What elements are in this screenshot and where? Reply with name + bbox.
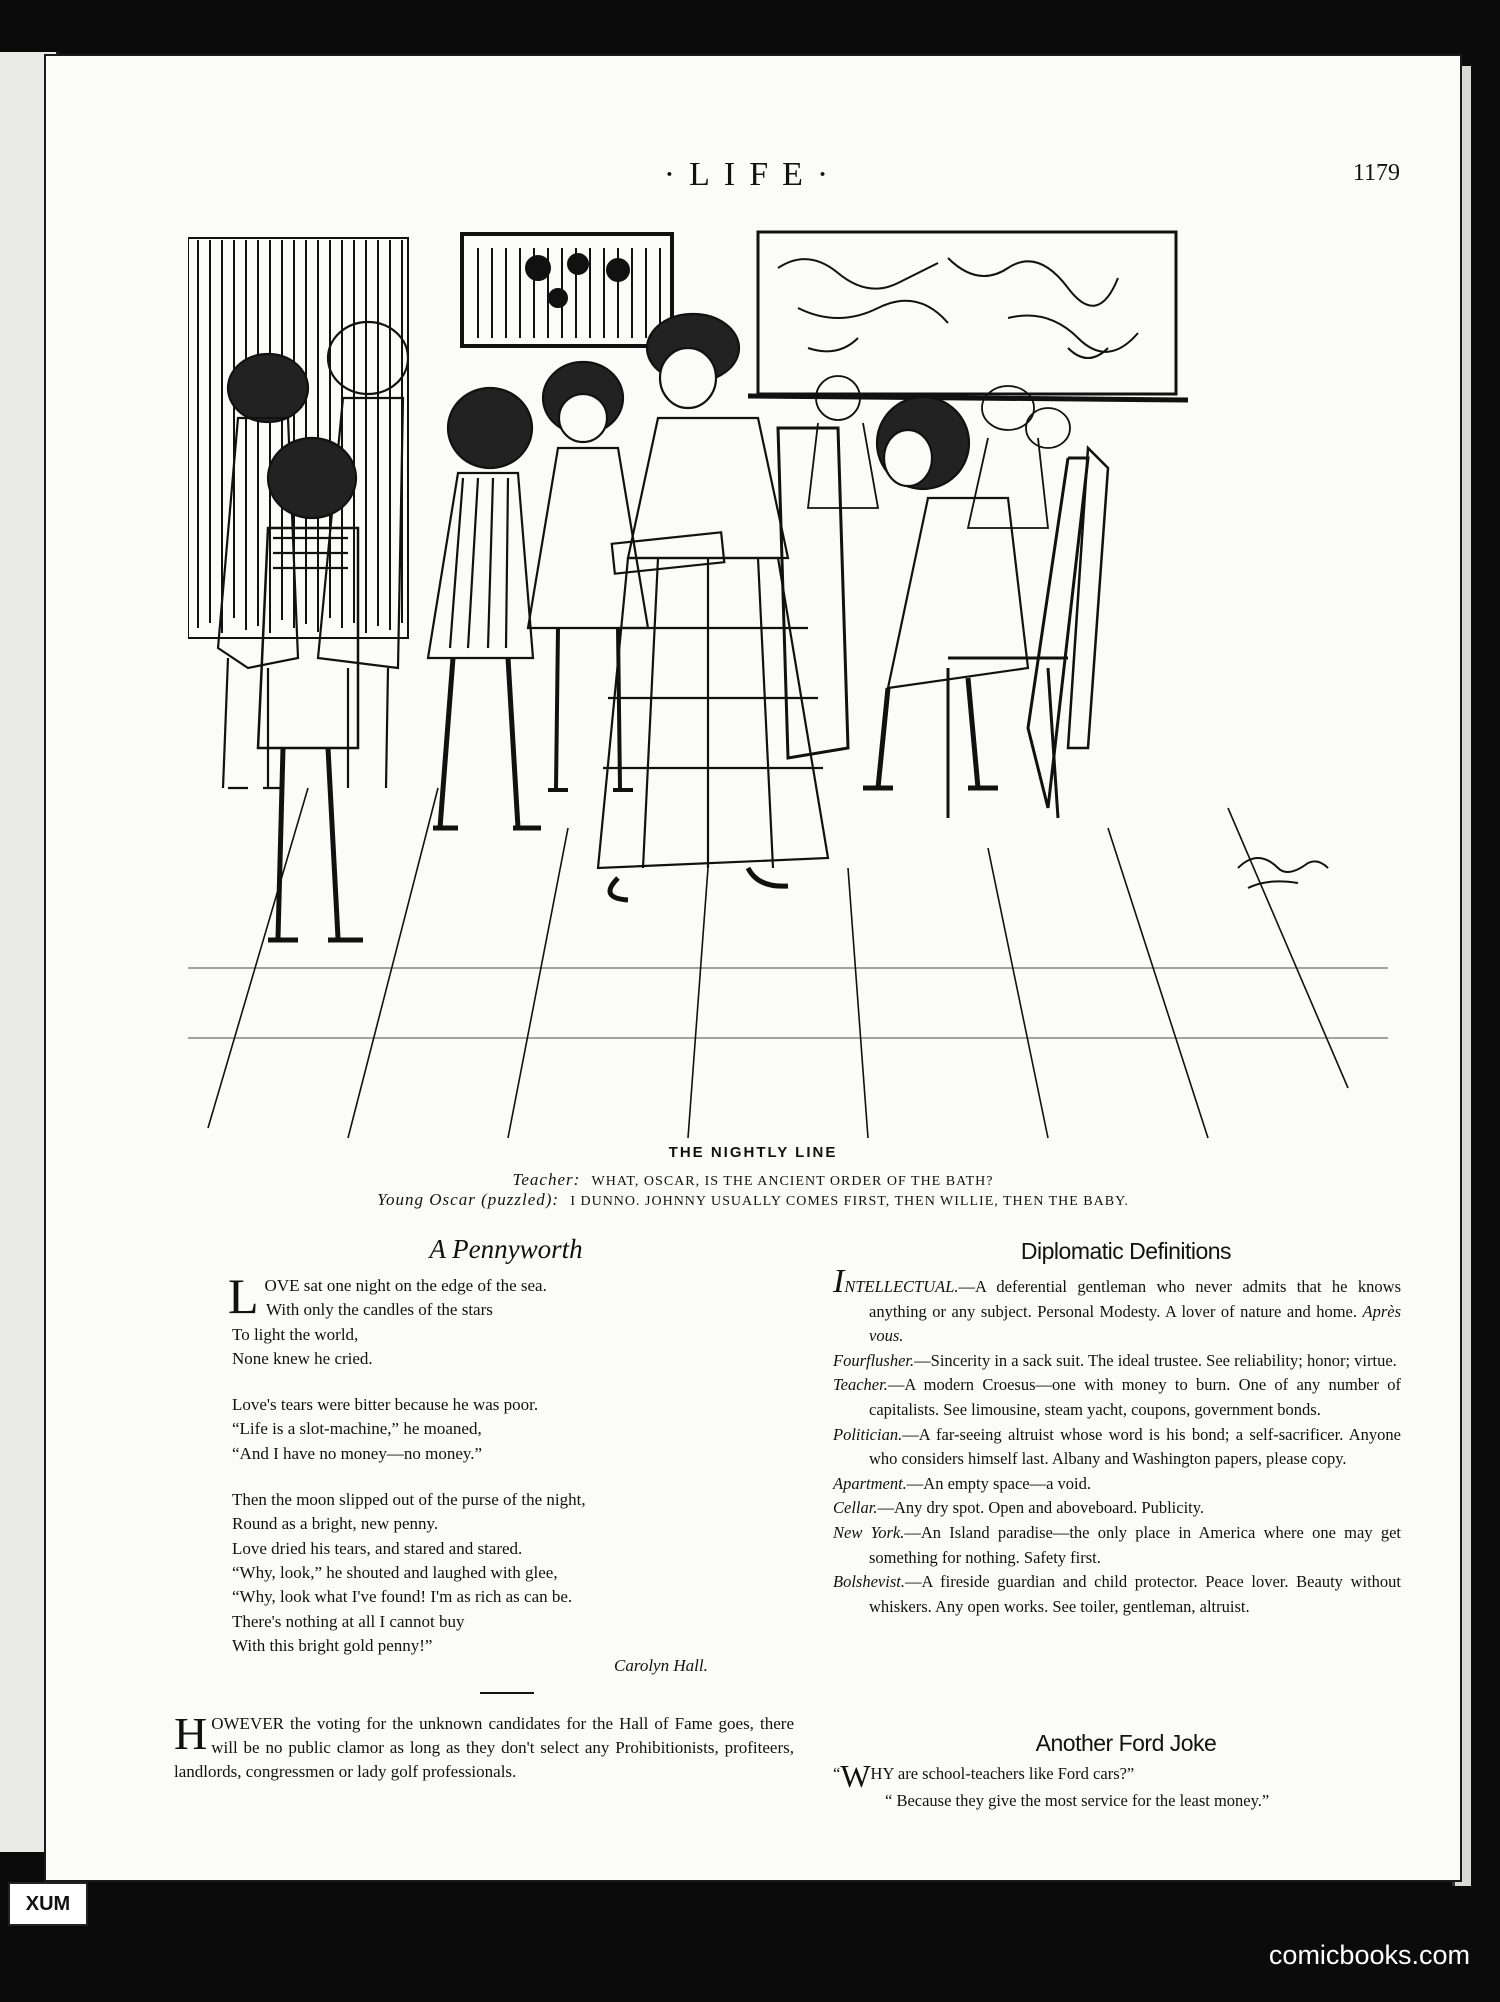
definition-term: New York. [833,1522,905,1542]
definition-item [833,1349,1401,1374]
poem-line: Love dried his tears, and stared and stared. [232,1538,523,1558]
poem-line: Round as a bright, new penny. [232,1514,439,1534]
dialog-text: WHAT, OSCAR, IS THE ANCIENT ORDER OF THE BATH? [591,1174,994,1189]
definition-text: —Sincerity in a sack suit. The ideal trustee. See reliability; honor; virtue. [914,1350,1397,1370]
poem-author: Carolyn Hall. [614,1656,708,1675]
definitions-title: Diplomatic Definitions [1020,1238,1232,1264]
xum-badge: XUM [8,1882,88,1926]
poem-stanza [232,1488,732,1658]
page-number: 1179 [1352,160,1400,186]
poem-title: A Pennyworth [429,1234,583,1264]
joke-answer: “ Because they give the most service for the least money.” [885,1790,1270,1810]
definition-text: —A deferential gentleman who never admits that he knows anything or any subject. Personal Modesty. A lover of nature and home. [869,1277,1401,1321]
drop-cap: L [228,1268,259,1324]
curtain-left [188,238,408,638]
teacher-figure [598,314,848,900]
drop-cap: I [833,1263,845,1300]
cartoon-caption-title: THE NIGHTLY LINE [668,1144,838,1161]
poem-line: “Life is a slot-machine,” he moaned, [232,1419,482,1439]
poem-line: OVE sat one night on the edge of the sea. [264,1276,547,1295]
definition-item [833,1423,1401,1472]
definition-item [833,1521,1401,1570]
definition-term: Bolshevist. [833,1572,905,1592]
poem-body [228,1268,732,1680]
children-group [218,322,648,940]
cartoon-illustration [188,228,1388,1148]
poem-stanza [232,1393,732,1466]
poem-line: To light the world, [232,1324,359,1344]
poem-line: With this bright gold penny!” [232,1635,433,1655]
magazine-title: ·LIFE· [663,156,843,193]
definition-term: Apartment. [833,1473,907,1493]
definition-text: —A fireside guardian and child protector. Peace lover. Beauty without whiskers. Any open works. See toiler, gentleman, altruist. [869,1572,1401,1616]
definitions-list [833,1263,1401,1619]
poem-line: Then the moon slipped out of the purse of the night, [232,1490,586,1510]
wall-picture [462,234,672,346]
definition-text-italic: Après vous. [869,1301,1401,1346]
drop-cap: H [174,1708,208,1759]
however-text: OWEVER the voting for the unknown candidates for the Hall of Fame goes, there will be no public clamor as long as they don't select any Prohibitionists, profiteers, landlords, congressmen or lady golf professionals. [174,1714,794,1782]
joke-body [833,1758,1401,1813]
poem-line: None knew he cried. [232,1348,373,1368]
floor-boards [188,788,1388,1138]
definition-term: Politician. [833,1424,903,1444]
definition-item [833,1472,1401,1497]
definition-text: —An empty space—a void. [906,1473,1092,1493]
poem-line: Love's tears were bitter because he was poor. [232,1395,539,1415]
section-divider [480,1692,534,1694]
wall-map [748,232,1188,400]
poem-line: “And I have no money—no money.” [232,1443,483,1463]
site-watermark: comicbooks.com [1268,1940,1470,1970]
joke-question: “WHY are school-teachers like Ford cars?” [833,1758,1135,1794]
joke-question-text: HY are school-teachers like Ford cars?” [870,1764,1135,1783]
definition-item [833,1570,1401,1619]
poem-line: “Why, look what I've found! I'm as rich as can be. [232,1587,573,1607]
definition-text: —Any dry spot. Open and aboveboard. Publicity. [877,1498,1205,1518]
definition-text: —A far-seeing altruist whose word is his bond; a self-sacrificer. Anyone who considers himself last. Albany and Washington papers, please copy. [869,1424,1401,1469]
definition-term: Cellar. [833,1498,878,1518]
definition-item [833,1373,1401,1422]
definition-term: Fourflusher. [833,1350,915,1370]
dialog-text: I DUNNO. JOHNNY USUALLY COMES FIRST, THEN WILLIE, THEN THE BABY. [570,1194,1129,1209]
dialog-speaker: Teacher: [512,1170,581,1189]
poem-stanza [228,1268,732,1371]
poem-line: “Why, look,” he shouted and laughed with glee, [232,1562,558,1582]
definition-term: NTELLECTUAL. [844,1277,959,1296]
poem-line: There's nothing at all I cannot buy [232,1611,465,1631]
joke-title: Another Ford Joke [1035,1730,1217,1756]
cartoon-dialog-line [46,1190,1460,1210]
definition-item [833,1496,1401,1521]
cartoon-dialog-line [46,1170,1460,1190]
however-paragraph [174,1708,794,1785]
magazine-page [46,56,1460,1880]
poem-line: With only the candles of the stars [266,1300,493,1320]
definition-text: —A modern Croesus—one with money to burn. One of any number of capitalists. See limousine, steam yacht, coupons, government bonds. [869,1375,1401,1419]
drop-cap: W [840,1758,871,1794]
seated-girl [863,397,1088,818]
definition-term: Teacher. [833,1375,888,1395]
definition-item [833,1263,1401,1349]
dialog-speaker: Young Oscar (puzzled): [377,1190,560,1209]
definition-text: —An Island paradise—the only place in America where one may get something for nothing. Safety first. [869,1522,1401,1567]
